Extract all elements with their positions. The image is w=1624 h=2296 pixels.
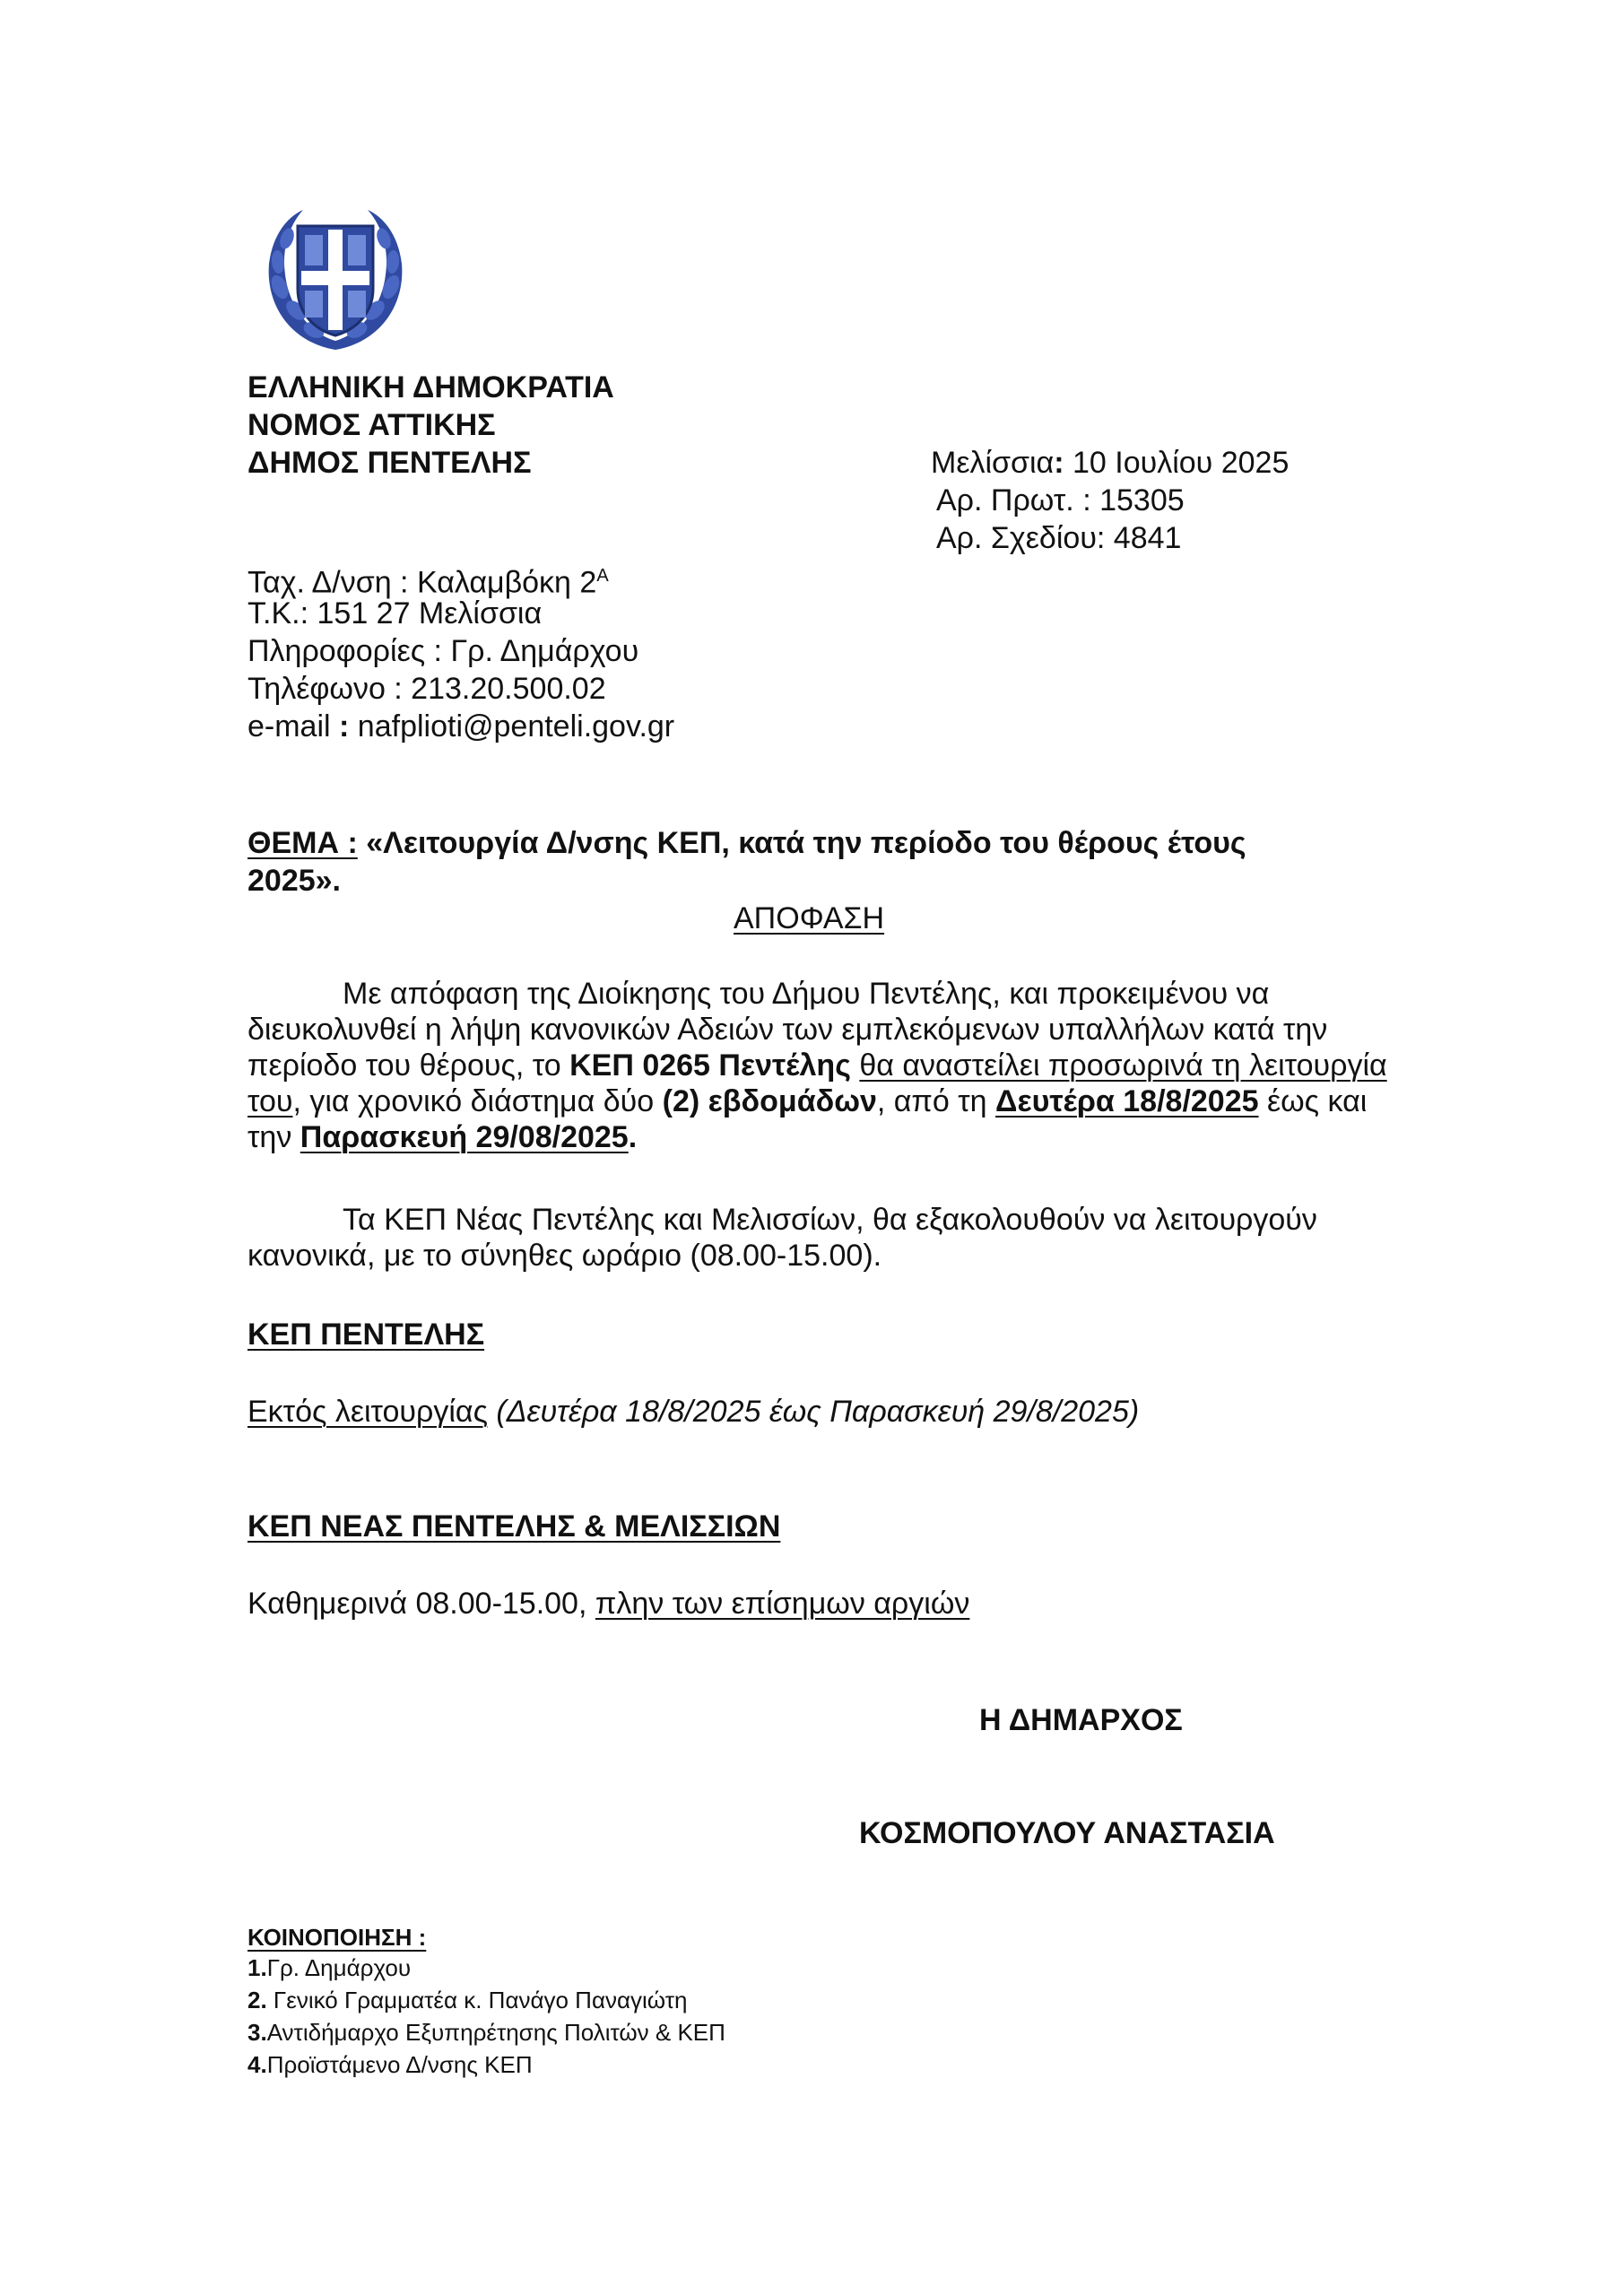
suspension-notice: θα αναστείλει προσωρινά τη λειτουργία του xyxy=(248,1048,1387,1118)
address-text: Ταχ. Δ/νση : Καλαμβόκη 2 xyxy=(248,565,597,600)
decision-title: ΑΠΟΦΑΣΗ xyxy=(734,901,885,935)
distribution-item-number: 2. xyxy=(248,1987,267,2013)
distribution-item-text: Προϊστάμενο Δ/νσης ΚΕΠ xyxy=(266,2051,533,2078)
hellenic-republic-emblem xyxy=(256,199,414,357)
email-colon: : xyxy=(339,709,350,744)
protocol-number: Αρ. Πρωτ. : 15305 xyxy=(936,483,1185,517)
header-prefecture: ΝΟΜΟΣ ΑΤΤΙΚΗΣ xyxy=(248,408,496,442)
decision-body xyxy=(248,976,1395,1155)
other-kep-text: Τα ΚΕΠ Νέας Πεντέλης και Μελισσίων, θα εξακολουθούν να λειτουργούν κανονικά, με το σύνηθες ωράριο (08.00-15.00). xyxy=(248,1203,1317,1273)
start-date: Δευτέρα 18/8/2025 xyxy=(995,1084,1259,1118)
contact-email xyxy=(248,707,674,746)
distribution-item-text: Αντιδήμαρχο Εξυπηρέτησης Πολιτών & ΚΕΠ xyxy=(266,2019,725,2046)
subject-line1 xyxy=(248,823,1246,863)
body-text-5: έως και την xyxy=(248,1084,1368,1154)
section-kep-penteli-status xyxy=(248,1392,1139,1431)
address-superscript: Α xyxy=(596,566,609,586)
distribution-item xyxy=(248,1952,411,1984)
distribution-item-number: 4. xyxy=(248,2051,267,2078)
other-kep-paragraph xyxy=(248,1202,1395,1274)
email-value: nafplioti@penteli.gov.gr xyxy=(349,709,675,744)
distribution-item xyxy=(248,2048,533,2081)
section-kep-nea-penteli-hours xyxy=(248,1584,969,1623)
subject-text: «Λειτουργία Δ/νσης ΚΕΠ, κατά την περίοδο του θέρους έτους xyxy=(357,826,1246,860)
header-country: ΕΛΛΗΝΙΚΗ ΔΗΜΟΚΡΑΤΙΑ xyxy=(248,370,614,404)
section-kep-penteli-title: ΚΕΠ ΠΕΝΤΕΛΗΣ xyxy=(248,1318,485,1352)
subject-label: ΘΕΜΑ : xyxy=(248,826,358,860)
body-text-3: , για χρονικό διάστημα δύο xyxy=(292,1084,663,1118)
distribution-item-number: 1. xyxy=(248,1954,267,1981)
date-colon: : xyxy=(1054,446,1064,480)
email-label: e-mail xyxy=(248,709,340,744)
contact-postcode: Τ.Κ.: 151 27 Μελίσσια xyxy=(248,596,543,631)
signature-name: ΚΟΣΜΟΠΟΥΛΟΥ ΑΝΑΣΤΑΣΙΑ xyxy=(859,1816,1275,1850)
draft-number: Αρ. Σχεδίου: 4841 xyxy=(936,521,1182,555)
hours-text: Καθημερινά 08.00-15.00, xyxy=(248,1587,595,1621)
document-date xyxy=(931,443,1289,483)
body-text-6: . xyxy=(628,1120,638,1154)
distribution-item-text: Γρ. Δημάρχου xyxy=(266,1954,412,1981)
body-text-1: Με απόφαση της Διοίκησης του Δήμου Πεντέλης, και προκειμένου να διευκολυνθεί η λήψη κανονικών Αδειών των εμπλεκόμενων υπαλλήλων κατά την περίοδο του θέρους, το xyxy=(248,977,1328,1083)
kep-name: ΚΕΠ 0265 Πεντέλης xyxy=(569,1048,851,1083)
date-value: 10 Ιουλίου 2025 xyxy=(1064,446,1290,480)
distribution-item-text: Γενικό Γραμματέα κ. Πανάγο Παναγιώτη xyxy=(266,1987,688,2013)
signature-role: Η ΔΗΜΑΡΧΟΣ xyxy=(979,1703,1183,1737)
closure-period: (Δευτέρα 18/8/2025 έως Παρασκευή 29/8/2025) xyxy=(487,1395,1140,1429)
status-label: Εκτός λειτουργίας xyxy=(248,1395,488,1429)
end-date: Παρασκευή 29/08/2025 xyxy=(300,1120,629,1154)
contact-phone: Τηλέφωνο : 213.20.500.02 xyxy=(248,672,606,706)
distribution-item-number: 3. xyxy=(248,2019,267,2046)
distribution-item xyxy=(248,2016,725,2048)
subject-line2: 2025». xyxy=(248,864,341,898)
distribution-title: ΚΟΙΝΟΠΟΙΗΣΗ : xyxy=(248,1924,427,1951)
section-kep-nea-penteli-title: ΚΕΠ ΝΕΑΣ ΠΕΝΤΕΛΗΣ & ΜΕΛΙΣΣΙΩΝ xyxy=(248,1509,781,1544)
contact-info: Πληροφορίες : Γρ. Δημάρχου xyxy=(248,634,639,668)
date-place: Μελίσσια xyxy=(931,446,1055,480)
header-municipality: ΔΗΜΟΣ ΠΕΝΤΕΛΗΣ xyxy=(248,446,532,480)
body-text-2 xyxy=(851,1048,859,1083)
distribution-item xyxy=(248,1984,687,2016)
holiday-exception: πλην των επίσημων αργιών xyxy=(595,1587,970,1621)
body-text-4: , από τη xyxy=(876,1084,996,1118)
duration: (2) εβδομάδων xyxy=(662,1084,877,1118)
